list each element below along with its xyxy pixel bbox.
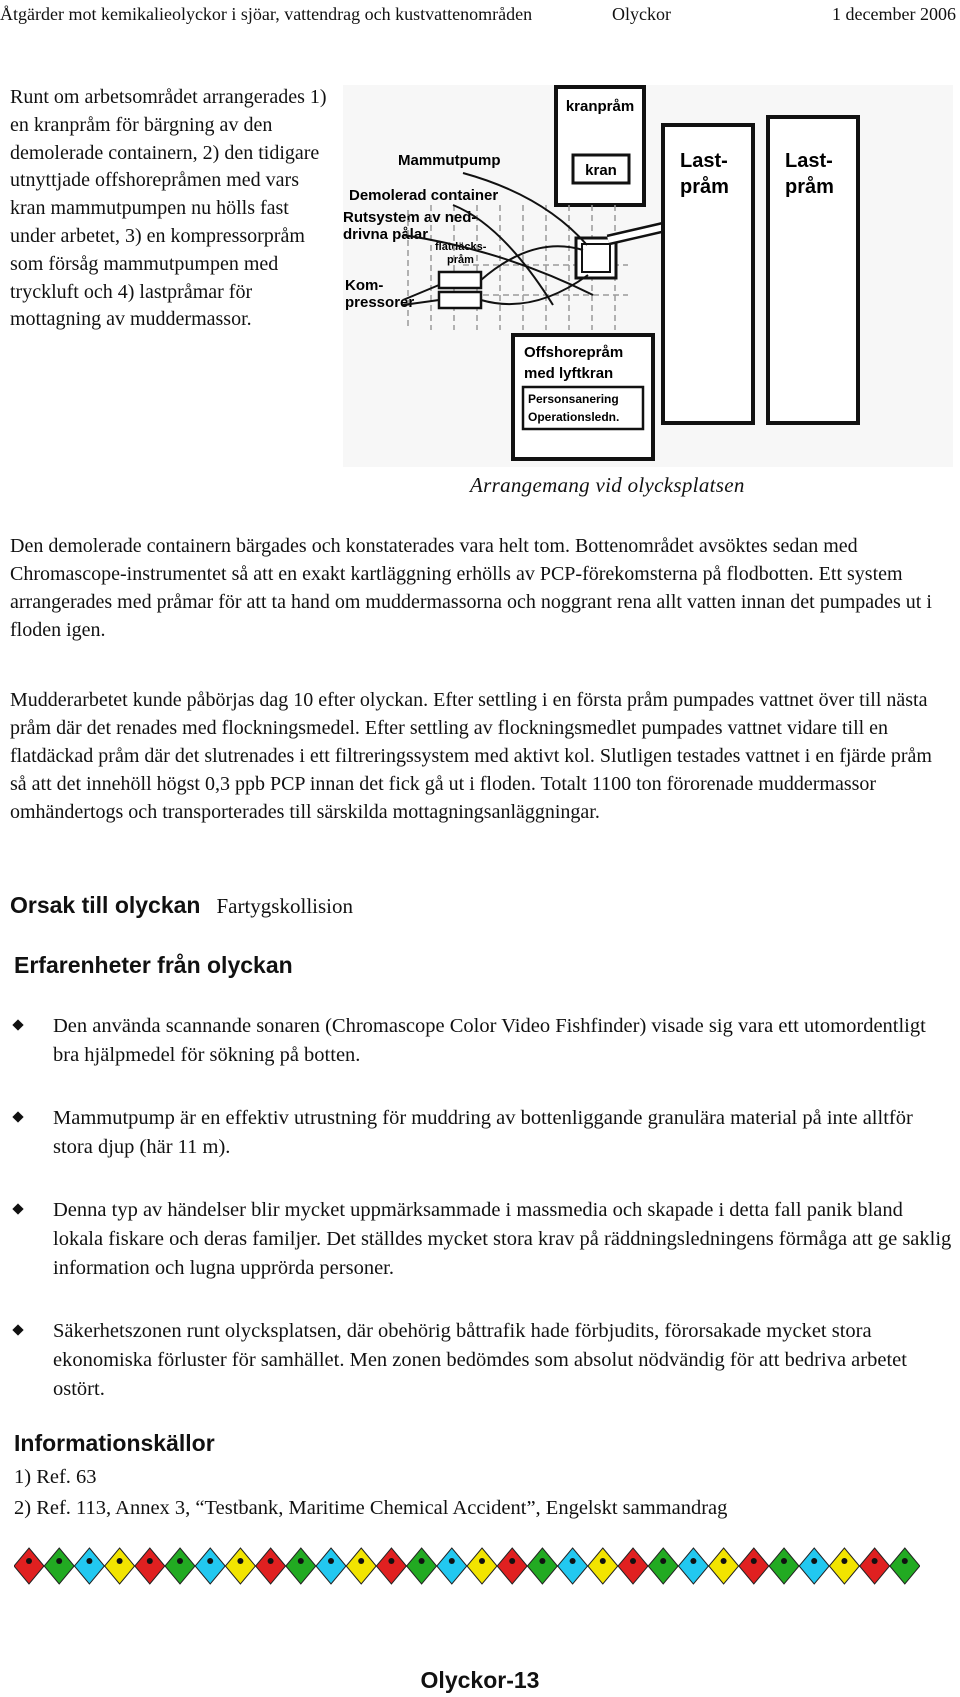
pile-grid-label-2: drivna pålar xyxy=(343,226,429,243)
hazard-diamond-icon xyxy=(14,1548,44,1584)
hazard-diamond-icon xyxy=(618,1548,648,1584)
list-item-text: Mammutpump är en effektiv utrustning för muddring av bottenliggande granulära material på inte alltför stora djup (här 11 m). xyxy=(53,1107,913,1158)
hazard-symbol-icon xyxy=(721,1558,727,1564)
hazard-symbol-icon xyxy=(570,1558,576,1564)
hazard-symbol-icon xyxy=(298,1558,304,1564)
hazard-symbol-icon xyxy=(630,1558,636,1564)
cargo-barge-1-label-1: Last- xyxy=(680,150,728,172)
list-item-text: Den använda scannande sonaren (Chromascope Color Video Fishfinder) visade sig vara ett utomordentligt bra hjälpmedel för sökning på botten. xyxy=(53,1015,926,1066)
hazard-symbol-icon xyxy=(811,1558,817,1564)
header-date: 1 december 2006 xyxy=(832,4,956,24)
hazard-diamond-icon xyxy=(739,1548,769,1584)
hazard-diamond-icon xyxy=(497,1548,527,1584)
page-header xyxy=(0,4,960,30)
hazard-symbol-icon xyxy=(690,1558,696,1564)
page-footer: Olyckor-13 xyxy=(420,1667,540,1693)
hazard-symbol-icon xyxy=(872,1558,878,1564)
mammoth-pump-label: Mammutpump xyxy=(398,152,501,169)
hazard-symbol-icon xyxy=(751,1558,757,1564)
list-item xyxy=(0,1196,952,1283)
hazard-diamond-icon xyxy=(105,1548,135,1584)
diamond-bullet-icon xyxy=(12,1111,23,1122)
hazard-diamond-icon xyxy=(558,1548,588,1584)
compressor-label-1: Kom- xyxy=(345,277,384,294)
hazard-symbol-icon xyxy=(26,1558,32,1564)
personnel-label-2: Operationsledn. xyxy=(528,410,620,424)
list-item-text: Denna typ av händelser blir mycket uppmärksammade i massmedia och skapade i detta fall panik bland lokala fiskare och deras familjer. Det ställdes mycket stora krav på räddningsledningens förmåga att ge saklig information och lugna upprörda personer. xyxy=(53,1199,952,1279)
hazard-symbol-icon xyxy=(449,1558,455,1564)
sources-heading: Informationskällor xyxy=(14,1430,215,1456)
hazard-symbol-icon xyxy=(841,1558,847,1564)
hazard-symbol-icon xyxy=(328,1558,334,1564)
site-arrangement-diagram xyxy=(343,85,953,467)
hazard-symbol-icon xyxy=(207,1558,213,1564)
pump-inner xyxy=(582,244,610,272)
crane-barge-label: kranpråm xyxy=(565,98,635,115)
hazard-symbol-icon xyxy=(86,1558,92,1564)
flatdeck-label-1: flatdäcks- xyxy=(435,241,487,253)
hazard-diamond-icon xyxy=(376,1548,406,1584)
hazard-diamond-icon xyxy=(195,1548,225,1584)
source-item: 2) Ref. 113, Annex 3, “Testbank, Maritime Chemical Accident”, Engelskt sammandrag xyxy=(14,1497,728,1519)
sources-list xyxy=(14,1462,727,1524)
hazard-diamond-icon xyxy=(678,1548,708,1584)
hazard-symbol-icon xyxy=(147,1558,153,1564)
hazard-symbol-icon xyxy=(56,1558,62,1564)
flatdeck-label-2: pråm xyxy=(447,254,474,266)
hazard-diamond-icon xyxy=(829,1548,859,1584)
cargo-barge-1-label-2: pråm xyxy=(680,176,729,198)
pile-grid-label-1: Rutsystem av ned- xyxy=(343,209,477,226)
hazard-symbol-icon xyxy=(660,1558,666,1564)
hazard-diamond-icon xyxy=(407,1548,437,1584)
hazard-symbol-icon xyxy=(117,1558,123,1564)
compressor-box-2 xyxy=(439,292,481,308)
document-title: Åtgärder mot kemikalieolyckor i sjöar, vattendrag och kustvattenområden xyxy=(0,4,533,24)
compressor-label-2: pressorer xyxy=(345,294,415,311)
hazard-diamond-icon xyxy=(286,1548,316,1584)
hazard-diamond-icon xyxy=(648,1548,678,1584)
diamond-bullet-icon xyxy=(12,1324,23,1335)
compressor-box-1 xyxy=(439,272,481,288)
experience-heading: Erfarenheter från olyckan xyxy=(14,952,293,978)
hazard-diamond-icon xyxy=(135,1548,165,1584)
body-paragraph: Den demolerade containern bärgades och konstaterades vara helt tom. Bottenområdet avsöktes sedan med Chromascope-instrumentet så att en exakt kartläggning erhölls av PCP-förekomsterna på flodbotten. Ett system arrangerades med pråmar för att ta hand om muddermassorna och noggrant rena allt vatten innan det pumpades ut i floden igen. xyxy=(10,535,932,641)
section-name: Olyckor xyxy=(612,4,671,24)
hazard-diamond-icon xyxy=(437,1548,467,1584)
hazard-symbol-icon xyxy=(902,1558,908,1564)
cargo-barge-2-label-2: pråm xyxy=(785,176,834,198)
cause-line xyxy=(10,892,353,919)
hazard-symbol-icon xyxy=(419,1558,425,1564)
hazard-symbol-icon xyxy=(388,1558,394,1564)
diamond-bullet-icon xyxy=(12,1203,23,1214)
personnel-label-1: Personsanering xyxy=(528,392,619,406)
hazard-symbol-icon xyxy=(479,1558,485,1564)
hazard-diamond-strip xyxy=(14,1547,920,1585)
hazard-symbol-icon xyxy=(539,1558,545,1564)
hazard-diamond-icon xyxy=(346,1548,376,1584)
hazard-diamond-icon xyxy=(74,1548,104,1584)
diagram-caption: Arrangemang vid olycksplatsen xyxy=(470,473,745,497)
hazard-symbol-icon xyxy=(781,1558,787,1564)
hazard-diamond-icon xyxy=(225,1548,255,1584)
hazard-diamond-icon xyxy=(316,1548,346,1584)
hazard-symbol-icon xyxy=(237,1558,243,1564)
hazard-diamond-icon xyxy=(890,1548,920,1584)
offshore-label-1: Offshorepråm xyxy=(524,344,624,361)
cause-label: Orsak till olyckan xyxy=(10,892,201,918)
hazard-diamond-icon xyxy=(769,1548,799,1584)
cargo-barge-2-label-1: Last- xyxy=(785,150,833,172)
hazard-diamond-icon xyxy=(467,1548,497,1584)
demolished-container-label: Demolerad container xyxy=(349,187,499,204)
list-item xyxy=(0,1012,952,1070)
body-paragraph: Mudderarbetet kunde påbörjas dag 10 efter olyckan. Efter settling i en första pråm pumpades vattnet över till nästa pråm där det renades med flockningsmedel. Efter settling av flockningsmedlet pumpades vattnet vidare till en flatdäckad pråm där det slutrenades i ett filtreringssystem med aktivt kol. Slutligen testades vattnet i en fjärde pråm så att det innehöll högst 0,3 ppb PCP innan det fick gå ut i floden. Totalt 1100 ton förorenade muddermassor omhändertogs och transporterades till särskilda mottagningsanläggningar. xyxy=(10,689,932,823)
offshore-label-2: med lyftkran xyxy=(524,365,614,382)
experience-list xyxy=(0,1012,952,1438)
cause-value: Fartygskollision xyxy=(216,894,353,918)
hazard-diamond-icon xyxy=(709,1548,739,1584)
hazard-diamond-icon xyxy=(588,1548,618,1584)
intro-paragraph: Runt om arbetsområdet arrangerades 1) en kranpråm för bärgning av den demolerade containern, 2) den tidigare utnyttjade offshorepråmen med vars kran mammutpumpen nu hölls fast under arbetet, 3) en kompressorpråm som försåg mammutpumpen med tryckluft och 4) lastpråmar för mottagning av muddermassor. xyxy=(10,86,327,331)
list-item xyxy=(0,1317,952,1404)
hazard-symbol-icon xyxy=(177,1558,183,1564)
hazard-symbol-icon xyxy=(600,1558,606,1564)
source-item: 1) Ref. 63 xyxy=(14,1466,97,1488)
hazard-diamond-icon xyxy=(799,1548,829,1584)
hazard-symbol-icon xyxy=(509,1558,515,1564)
hazard-symbol-icon xyxy=(268,1558,274,1564)
hazard-diamond-icon xyxy=(527,1548,557,1584)
hazard-diamond-icon xyxy=(256,1548,286,1584)
list-item xyxy=(0,1104,952,1162)
diamond-bullet-icon xyxy=(12,1019,23,1030)
crane-label: kran xyxy=(585,162,617,179)
hazard-diamond-icon xyxy=(860,1548,890,1584)
hazard-diamond-icon xyxy=(44,1548,74,1584)
hazard-diamond-icon xyxy=(165,1548,195,1584)
list-item-text: Säkerhetszonen runt olycksplatsen, där obehörig båttrafik hade förbjudits, förorsakade mycket stora ekonomiska förluster för samhället. Men zonen bedömdes som absolut nödvändig för att bedriva arbetet ostört. xyxy=(53,1320,907,1400)
hazard-symbol-icon xyxy=(358,1558,364,1564)
